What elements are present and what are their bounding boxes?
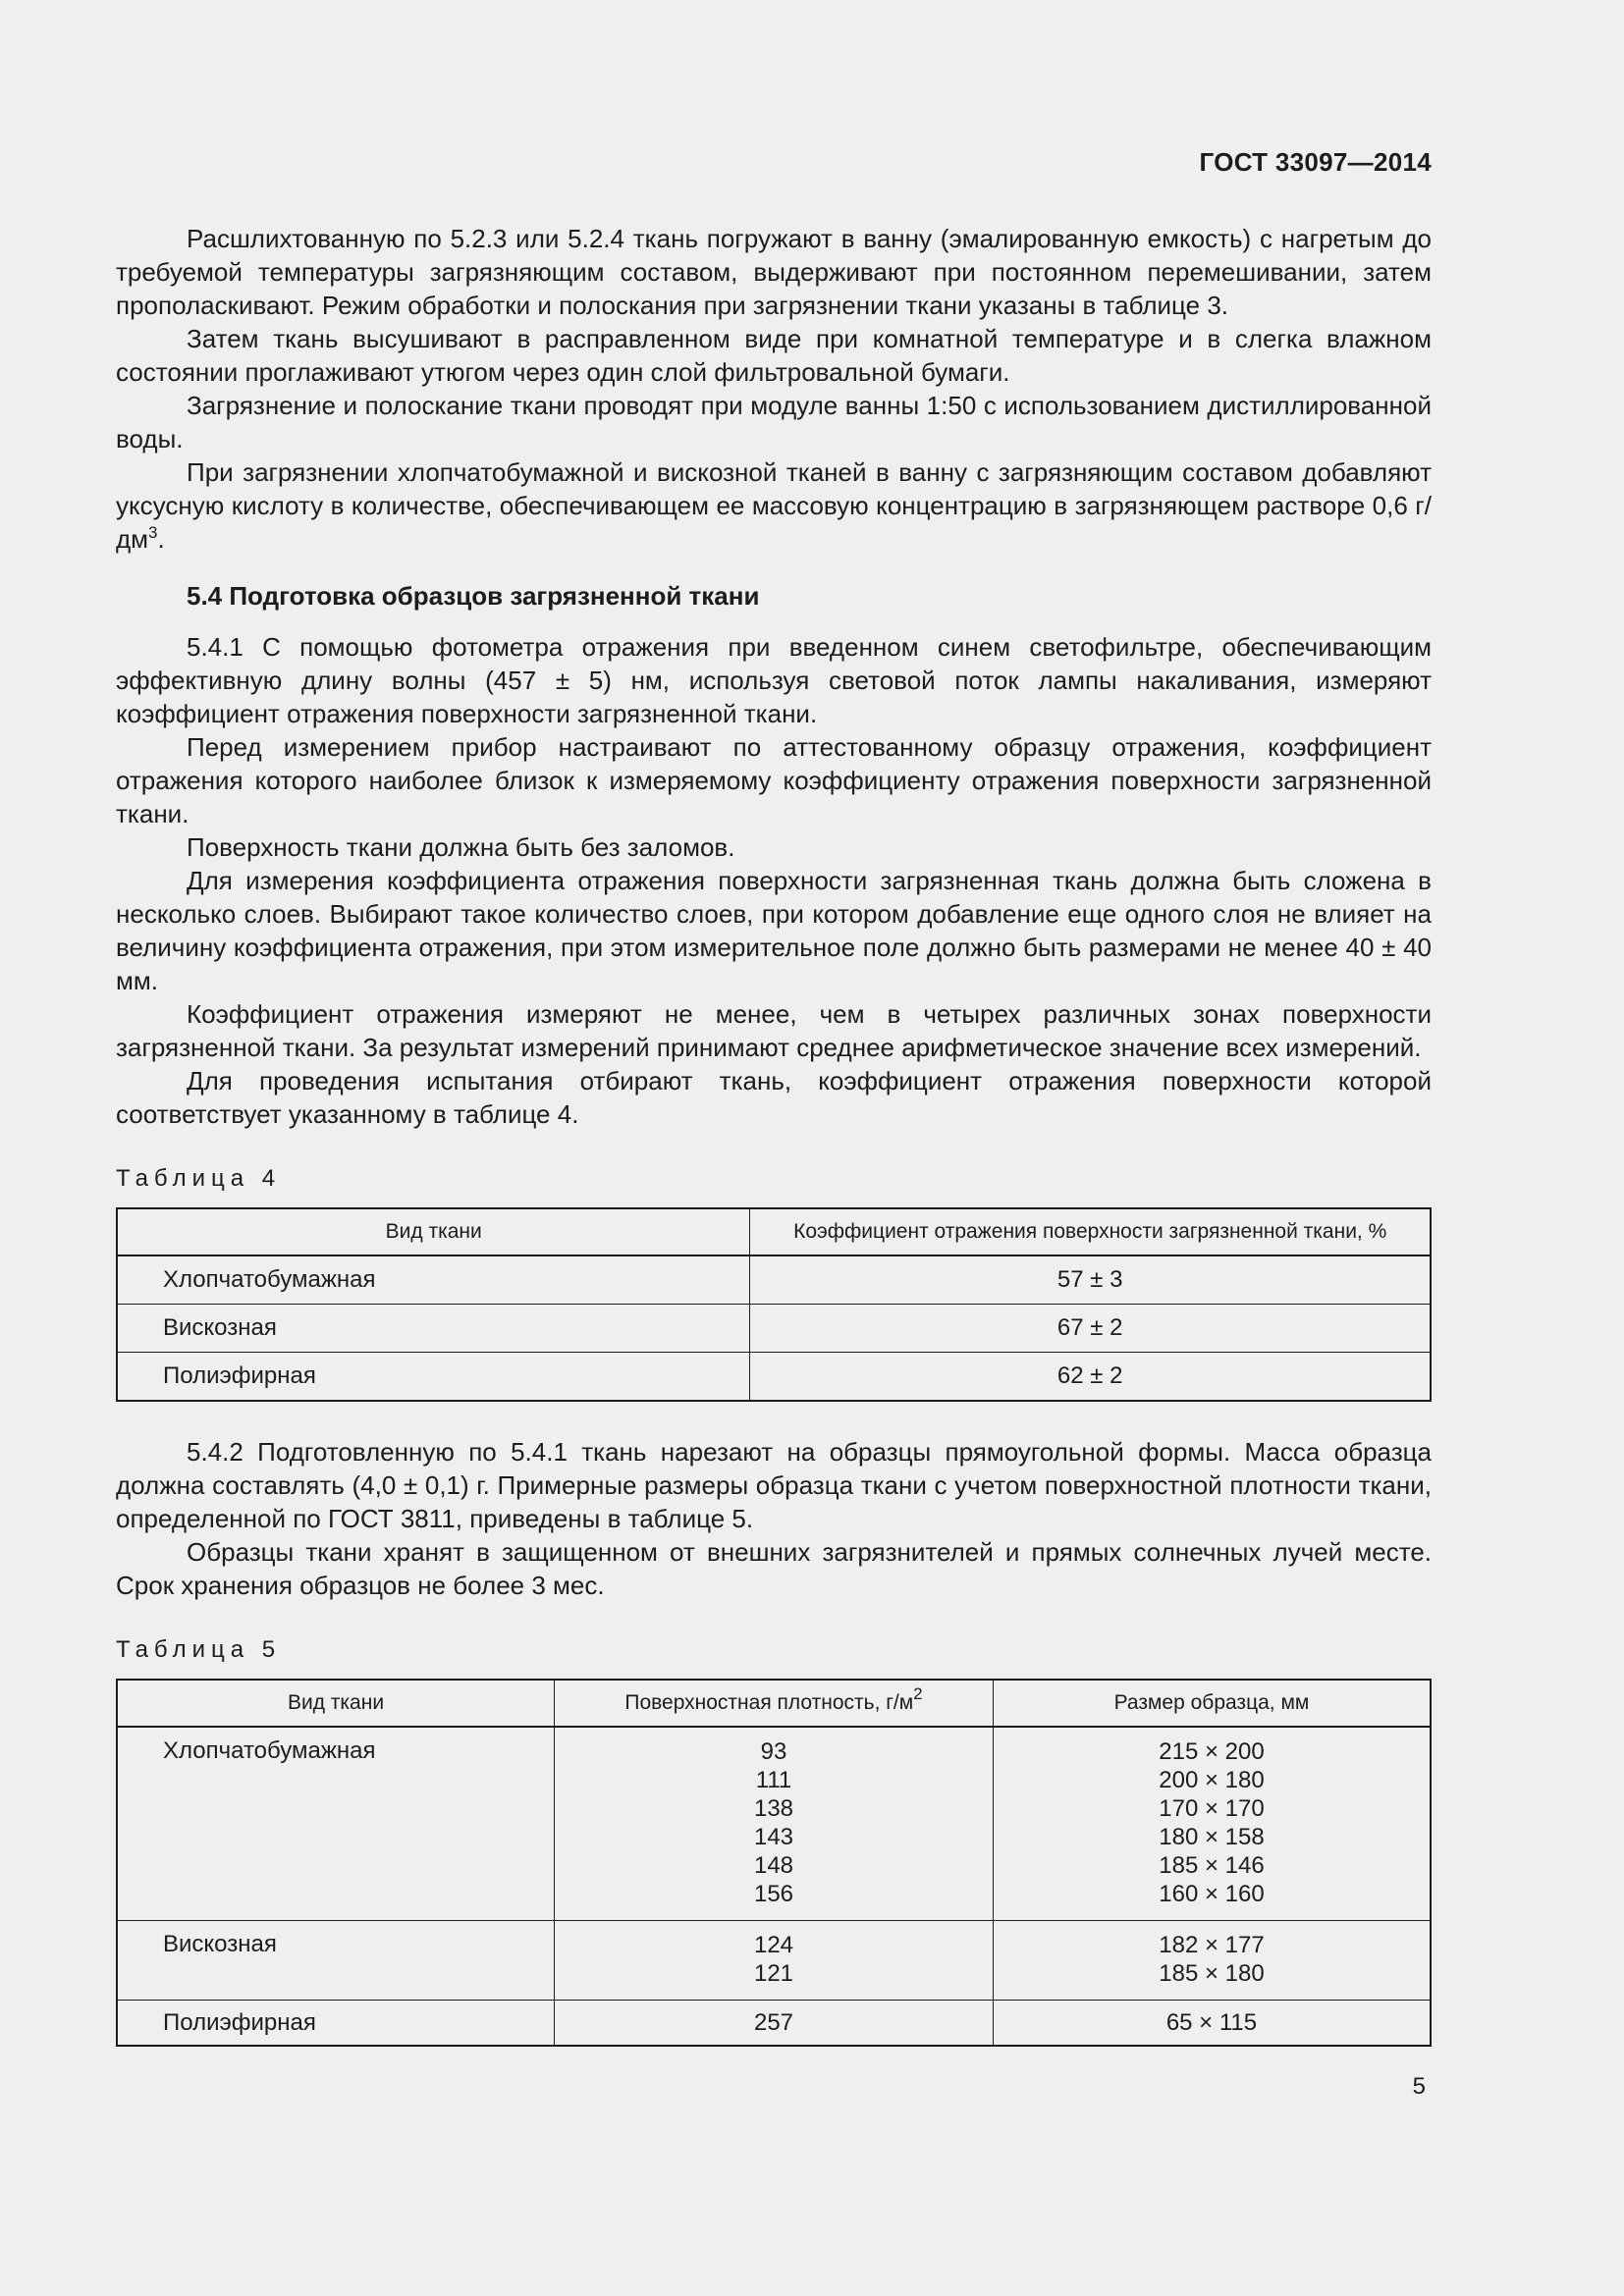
size-value: 182 × 177: [1159, 1932, 1265, 1958]
density-value: 111: [755, 1767, 792, 1793]
paragraph: Затем ткань высушивают в расправленном виде при комнатной температуре и в слегка влажном состоянии проглаживают утюгом через один слой фильтровальной бумаги.: [116, 324, 1432, 387]
fabric-type-cell: Полиэфирная: [117, 2001, 555, 2047]
document-code: ГОСТ 33097—2014: [1199, 147, 1432, 177]
density-value: 143: [753, 1824, 794, 1850]
density-value: 124: [753, 1932, 794, 1958]
density-cell: [555, 1921, 994, 2001]
fabric-type-cell: Полиэфирная: [117, 1353, 750, 1402]
reflectance-cell: 62 ± 2: [750, 1353, 1431, 1402]
paragraph: Для измерения коэффициента отражения поверхности загрязненная ткань должна быть сложена в несколько слоев. Выбирают такое количество слоев, при котором добавление еще одного слоя не влияет на величину коэффициента отражения, при этом измерительное поле должно быть размерами не менее 40 ± 40 мм.: [116, 866, 1432, 995]
column-header: [555, 1680, 994, 1727]
paragraph: Образцы ткани хранят в защищенном от внешних загрязнителей и прямых солнечных лучей месте. Срок хранения образцов не более 3 мес.: [116, 1537, 1432, 1600]
column-header: Размер образца, мм: [993, 1680, 1431, 1727]
density-value: 121: [753, 1960, 794, 1987]
density-value: 148: [753, 1852, 794, 1879]
paragraph: Поверхность ткани должна быть без заломов.: [187, 832, 735, 862]
density-value: 156: [753, 1881, 794, 1907]
paragraph: Коэффициент отражения измеряют не менее, чем в четырех различных зонах поверхности загрязненной ткани. За результат измерений принимают среднее арифметическое значение всех измерений.: [116, 999, 1432, 1062]
superscript: 3: [148, 523, 158, 542]
superscript: 2: [913, 1684, 923, 1703]
sample-size-cell: [993, 1727, 1431, 1921]
size-value: 180 × 158: [1159, 1824, 1265, 1850]
sample-size-cell: [993, 1921, 1431, 2001]
sample-size-cell: [993, 2001, 1431, 2047]
size-value: 65 × 115: [1165, 2009, 1258, 2036]
paragraph-end: .: [157, 524, 165, 554]
paragraph: 5.4.1 С помощью фотометра отражения при введенном синем светофильтре, обеспечивающим эффективную длину волны (457 ± 5) нм, используя световой поток лампы накаливания, измеряют коэффициент отражения поверхности загрязненной ткани.: [116, 632, 1432, 728]
fabric-type-cell: Вискозная: [117, 1305, 750, 1353]
table-4: [116, 1207, 1432, 1402]
density-value: 93: [760, 1738, 787, 1765]
column-header: Вид ткани: [117, 1208, 750, 1255]
page-number: 5: [1412, 2073, 1426, 2100]
paragraph: Для проведения испытания отбирают ткань, коэффициент отражения поверхности которой соответствует указанному в таблице 4.: [116, 1066, 1432, 1129]
document-body: [116, 222, 1432, 2047]
density-cell: [555, 2001, 994, 2047]
density-cell: [555, 1727, 994, 1921]
column-header: Коэффициент отражения поверхности загрязненной ткани, %: [750, 1208, 1431, 1255]
size-value: 185 × 180: [1159, 1960, 1265, 1987]
paragraph: Загрязнение и полоскание ткани проводят при модуле ванны 1:50 с использованием дистиллированной воды.: [116, 391, 1432, 454]
reflectance-cell: 57 ± 3: [750, 1255, 1431, 1305]
fabric-type-cell: Хлопчатобумажная: [117, 1727, 555, 1921]
column-header-text: Поверхностная плотность, г/м: [624, 1691, 914, 1714]
table-caption: Таблица 4: [116, 1165, 282, 1192]
fabric-type-cell: Хлопчатобумажная: [117, 1255, 750, 1305]
table-row: [117, 1305, 1431, 1353]
size-value: 185 × 146: [1159, 1852, 1265, 1879]
table-row: [117, 1255, 1431, 1305]
paragraph: Расшлихтованную по 5.2.3 или 5.2.4 ткань погружают в ванну (эмалированную емкость) с нагретым до требуемой температуры загрязняющим составом, выдерживают при постоянном перемешивании, затем прополаскивают. Режим обработки и полоскания при загрязнении ткани указаны в таблице 3.: [116, 224, 1432, 320]
table-row: [117, 1727, 1431, 1921]
table-row: [117, 1921, 1431, 2001]
size-value: 160 × 160: [1159, 1881, 1265, 1907]
density-value: 138: [753, 1795, 794, 1822]
table-header-row: [117, 1208, 1431, 1255]
fabric-type-cell: Вискозная: [117, 1921, 555, 2001]
paragraph-text: При загрязнении хлопчатобумажной и вискозной тканей в ванну с загрязняющим составом добавляют уксусную кислоту в количестве, обеспечивающем ее массовую концентрацию в загрязняющем растворе 0,6 г/дм: [116, 457, 1432, 554]
table-row: [117, 2001, 1431, 2047]
size-value: 200 × 180: [1159, 1767, 1265, 1793]
column-header: Вид ткани: [117, 1680, 555, 1727]
size-value: 215 × 200: [1159, 1738, 1265, 1765]
paragraph: [116, 455, 1432, 556]
section-heading: 5.4 Подготовка образцов загрязненной ткани: [187, 581, 760, 611]
size-value: 170 × 170: [1159, 1795, 1265, 1822]
paragraph: Перед измерением прибор настраивают по аттестованному образцу отражения, коэффициент отражения которого наиболее близок к измеряемому коэффициенту отражения поверхности загрязненной ткани.: [116, 732, 1432, 828]
table-5: [116, 1679, 1432, 2047]
table-caption: Таблица 5: [116, 1636, 282, 1663]
reflectance-cell: 67 ± 2: [750, 1305, 1431, 1353]
paragraph: 5.4.2 Подготовленную по 5.4.1 ткань нарезают на образцы прямоугольной формы. Масса образца должна составлять (4,0 ± 0,1) г. Примерные размеры образца ткани с учетом поверхностной плотности ткани, определенной по ГОСТ 3811, приведены в таблице 5.: [116, 1437, 1432, 1533]
table-row: [117, 1353, 1431, 1402]
density-value: 257: [753, 2009, 794, 2036]
table-5-body: [117, 1727, 1431, 2046]
table-header-row: [117, 1680, 1431, 1727]
